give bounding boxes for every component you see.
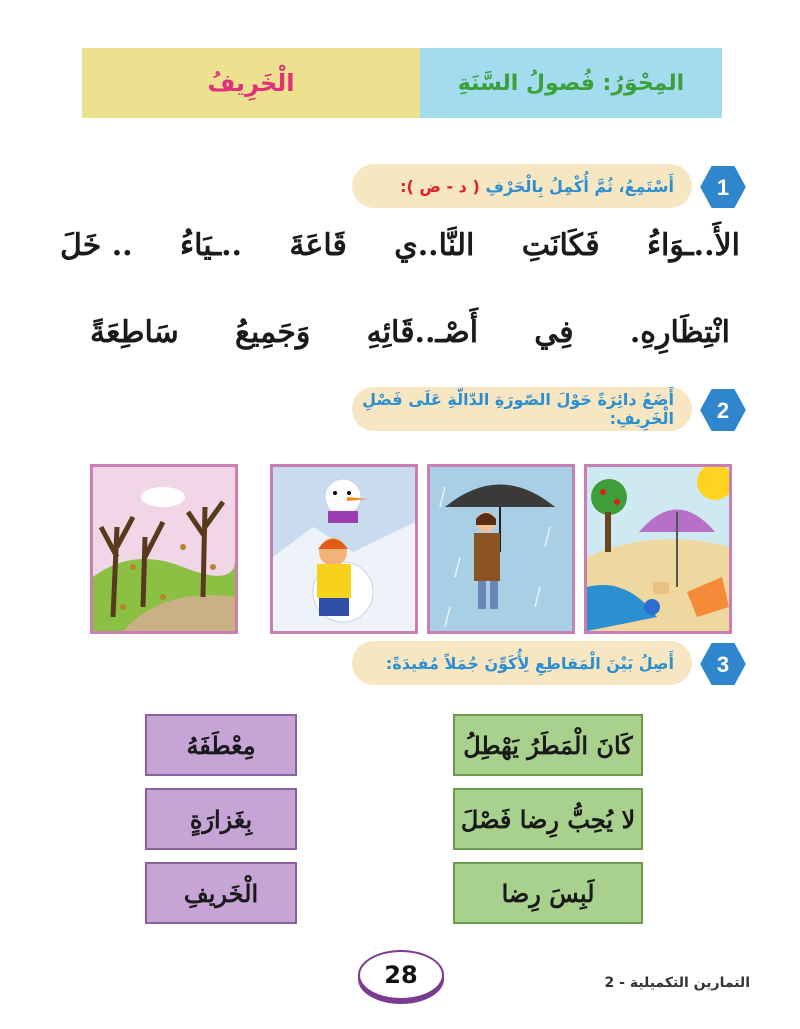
exercise-2-instruction-text: أَضَعُ دائِرَةً حَوْلَ الصّورَةِ الدّالّةِ عَلَى فَصْلِ الْخَرِيفِ: (362, 390, 674, 428)
match-left-3[interactable]: لَبِسَ رِضا (453, 862, 643, 924)
exercise-3-instruction-text: أَصِلُ بَيْنَ الْمَقاطِعِ لِأُكَوِّنَ جُمَلاً مُفيدَةً: (385, 653, 674, 673)
exercise-3-instruction (352, 641, 692, 685)
exercise-1-row-2 (90, 315, 730, 350)
exercise-2-instruction (352, 387, 692, 431)
exercise-1-row-1 (60, 228, 740, 263)
word: انْتِظَارِهِ. (629, 315, 730, 350)
axis-header (420, 48, 722, 118)
exercise-2-number-badge (698, 387, 748, 433)
word: ..ـيَاءُ (180, 228, 242, 263)
match-left-1[interactable]: كَانَ الْمَطَرُ يَهْطِلُ (453, 714, 643, 776)
exercise-1-instruction (352, 164, 692, 208)
match-right-2[interactable]: بِغَزارَةٍ (145, 788, 297, 850)
word: وَجَمِيعُ (234, 315, 311, 350)
topic-title: الْخَرِيفُ (207, 69, 295, 97)
match-right-1[interactable]: مِعْطَفَهُ (145, 714, 297, 776)
word: فِي (534, 315, 574, 350)
word: قَاعَةَ (289, 228, 347, 263)
word: .. خَلَ (60, 228, 133, 263)
match-right-3[interactable]: الْخَريفِ (145, 862, 297, 924)
summer-beach-picture[interactable] (584, 464, 732, 634)
word: فَكَانَتِ (521, 228, 600, 263)
exercise-3-number: 3 (716, 652, 730, 677)
page-number: 28 (358, 950, 444, 1000)
winter-snowman-picture[interactable] (270, 464, 418, 634)
exercise-3-number-badge (698, 641, 748, 687)
exercise-1-instruction-text: أَسْتَمِعُ، ثُمَّ أُكْمِلُ بِالْحَرْفِ (485, 176, 674, 196)
exercise-1-number: 1 (716, 175, 730, 200)
match-left-2[interactable]: لا يُحِبُّ رِضا فَصْلَ (453, 788, 643, 850)
word: سَاطِعَةً (90, 315, 179, 350)
word: النَّا..ي (394, 228, 475, 263)
axis-title: المِحْوَرُ: فُصولُ السَّنَةِ (457, 70, 685, 96)
rain-umbrella-picture[interactable] (427, 464, 575, 634)
exercise-1-number-badge (698, 164, 748, 210)
word: أَصْـ..قَائِهِ (366, 315, 479, 350)
exercise-2-number: 2 (716, 398, 730, 423)
word: الأَ..ـوَاءُ (646, 228, 740, 263)
book-title: التمارين التكميلية - 2 (604, 975, 750, 991)
autumn-picture[interactable] (90, 464, 238, 634)
exercise-1-letters: ( د - ض ): (400, 176, 480, 196)
topic-header (82, 48, 420, 118)
